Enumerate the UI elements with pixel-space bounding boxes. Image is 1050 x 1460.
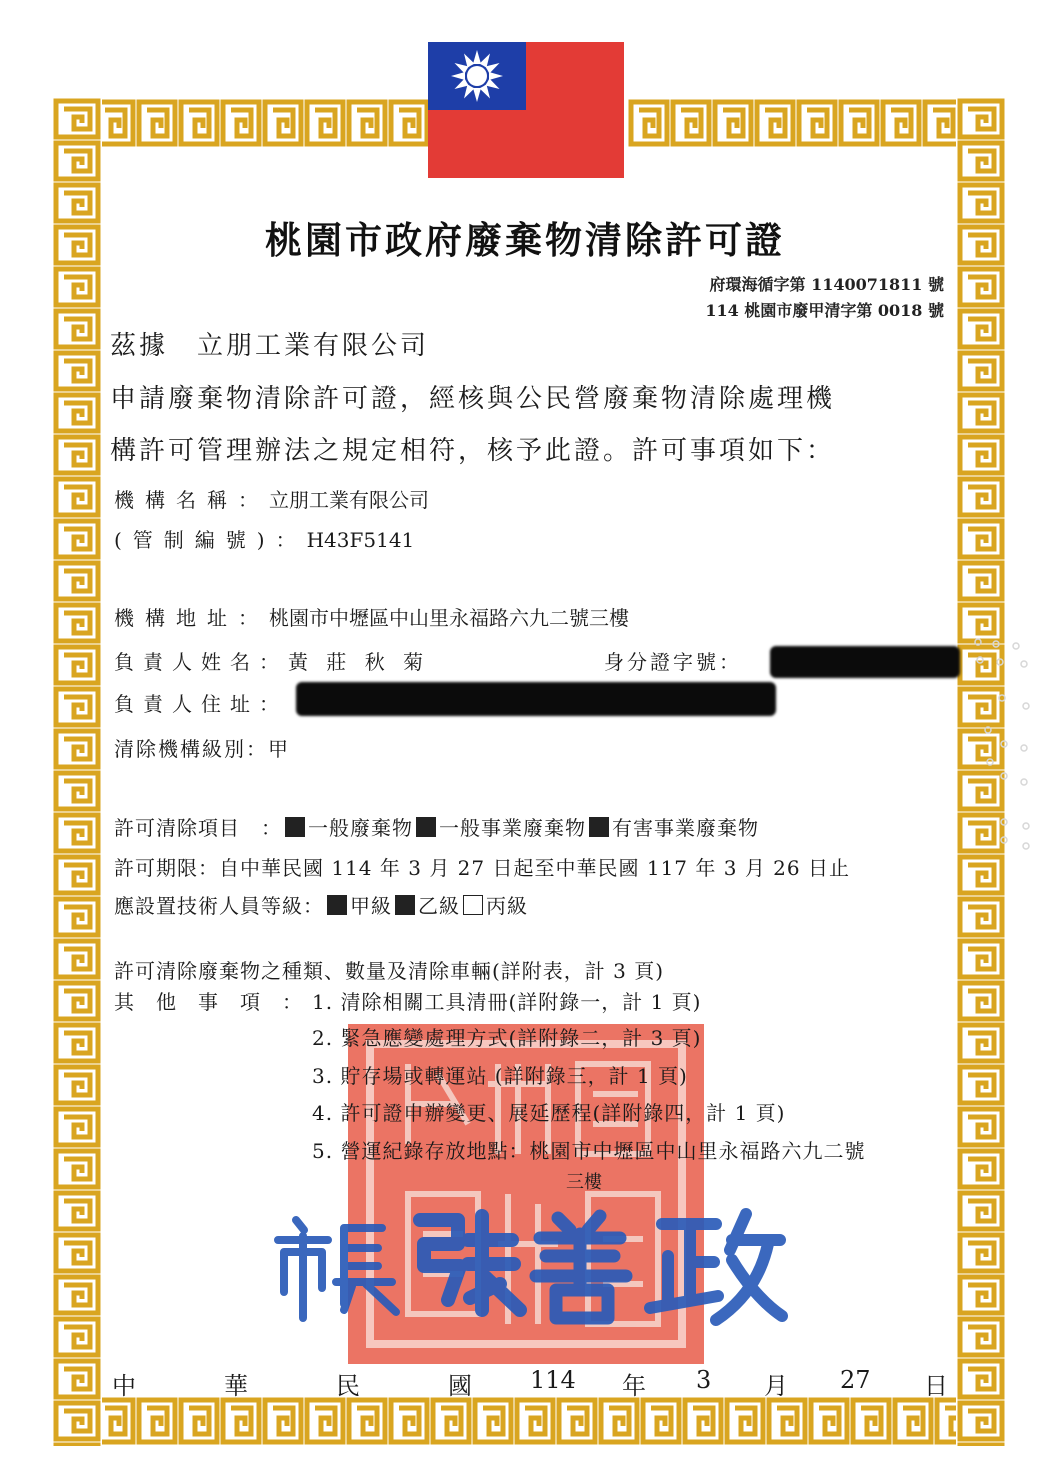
intro-line: 申請廢棄物清除許可證，經核與公民營廢棄物清除處理機 — [110, 384, 836, 414]
field-label: 負責人姓名： — [114, 650, 288, 674]
date-char: 華 — [224, 1372, 248, 1400]
level-row — [114, 733, 290, 762]
date-char: 月 — [764, 1372, 788, 1400]
permit-item: 有害事業廢棄物 — [612, 816, 759, 840]
field-label: (管制編號)： — [114, 528, 307, 552]
redaction-bar — [770, 646, 960, 678]
org-address-row — [114, 602, 629, 631]
date-char: 民 — [336, 1372, 360, 1400]
date-char: 中 — [112, 1372, 136, 1400]
tech-level: 乙級 — [418, 894, 460, 918]
border-top-left — [52, 98, 430, 148]
org-name-row — [114, 484, 429, 513]
permit-items-row — [114, 812, 759, 841]
responsible-name-row — [114, 646, 429, 675]
control-number-row — [114, 524, 414, 553]
field-label: 負責人住址： — [114, 692, 288, 716]
checkbox-checked — [285, 817, 305, 837]
permit-number: 114 桃園市廢甲清字第 0018 號 — [705, 301, 944, 320]
intro-line: 茲據 立朋工業有限公司 — [110, 331, 430, 361]
field-value: 甲 — [268, 737, 290, 761]
checkbox-checked — [395, 895, 415, 915]
responsible-address-row — [114, 688, 288, 717]
date-year: 114 — [530, 1366, 576, 1394]
field-value: 桃園市中壢區中山里永福路六九二號三樓 — [269, 606, 629, 630]
field-label: 機構名稱： — [114, 488, 269, 512]
checkbox-checked — [589, 817, 609, 837]
border-left — [52, 98, 102, 1446]
roc-flag-image — [428, 42, 624, 178]
date-month: 3 — [696, 1366, 712, 1394]
intro-line: 構許可管理辦法之規定相符，核予此證。許可事項如下： — [110, 436, 836, 466]
field-label: 應設置技術人員等級： — [114, 894, 324, 918]
field-label: 機構地址： — [114, 606, 269, 630]
other-item: 2. 緊急應變處理方式(詳附錄二，計 3 頁) — [312, 1026, 702, 1050]
reference-number: 府環海循字第 1140071811 號 — [709, 275, 944, 294]
date-char: 日 — [924, 1372, 948, 1400]
date-day: 27 — [840, 1366, 871, 1394]
other-item: 3. 貯存場或轉運站 (詳附錄三，計 1 頁) — [312, 1064, 688, 1088]
border-top-right — [628, 98, 1006, 148]
date-char: 國 — [448, 1372, 472, 1400]
checkbox-unchecked — [463, 895, 483, 915]
tech-level: 甲級 — [350, 894, 392, 918]
field-value: H43F5141 — [306, 528, 415, 552]
border-bottom — [52, 1396, 1006, 1446]
tech-level: 丙級 — [486, 894, 528, 918]
field-value: 黃 莊 秋 菊 — [288, 650, 430, 674]
field-label: 許可清除項目 ： — [114, 816, 282, 840]
other-matters-label: 其他事項： — [114, 990, 324, 1014]
field-label: 清除機構級別： — [114, 737, 268, 761]
mayor-signature-image — [270, 1200, 790, 1330]
waste-types-line: 許可清除廢棄物之種類、數量及清除車輛(詳附表，計 3 頁) — [114, 959, 665, 983]
permit-period: 許可期限：自中華民國 114 年 3 月 27 日起至中華民國 117 年 3 月 26 日止 — [114, 856, 850, 880]
id-number-label: 身分證字號： — [604, 650, 742, 674]
checkbox-checked — [327, 895, 347, 915]
checkbox-checked — [416, 817, 436, 837]
field-value: 立朋工業有限公司 — [269, 488, 429, 512]
date-char: 年 — [622, 1372, 646, 1400]
redaction-bar — [296, 682, 776, 716]
permit-item: 一般廢棄物 — [308, 816, 413, 840]
page-title: 桃園市政府廢棄物清除許可證 — [265, 218, 785, 262]
tech-level-row — [114, 890, 528, 919]
scan-hole-marks — [968, 636, 1038, 856]
other-item: 5. 營運紀錄存放地點：桃園市中壢區中山里永福路六九二號 — [312, 1139, 866, 1163]
other-item-continuation: 三樓 — [566, 1172, 602, 1193]
other-item: 4. 許可證申辦變更、展延歷程(詳附錄四，計 1 頁) — [312, 1101, 786, 1125]
permit-item: 一般事業廢棄物 — [439, 816, 586, 840]
other-item: 1. 清除相關工具清冊(詳附錄一，計 1 頁) — [312, 990, 702, 1014]
